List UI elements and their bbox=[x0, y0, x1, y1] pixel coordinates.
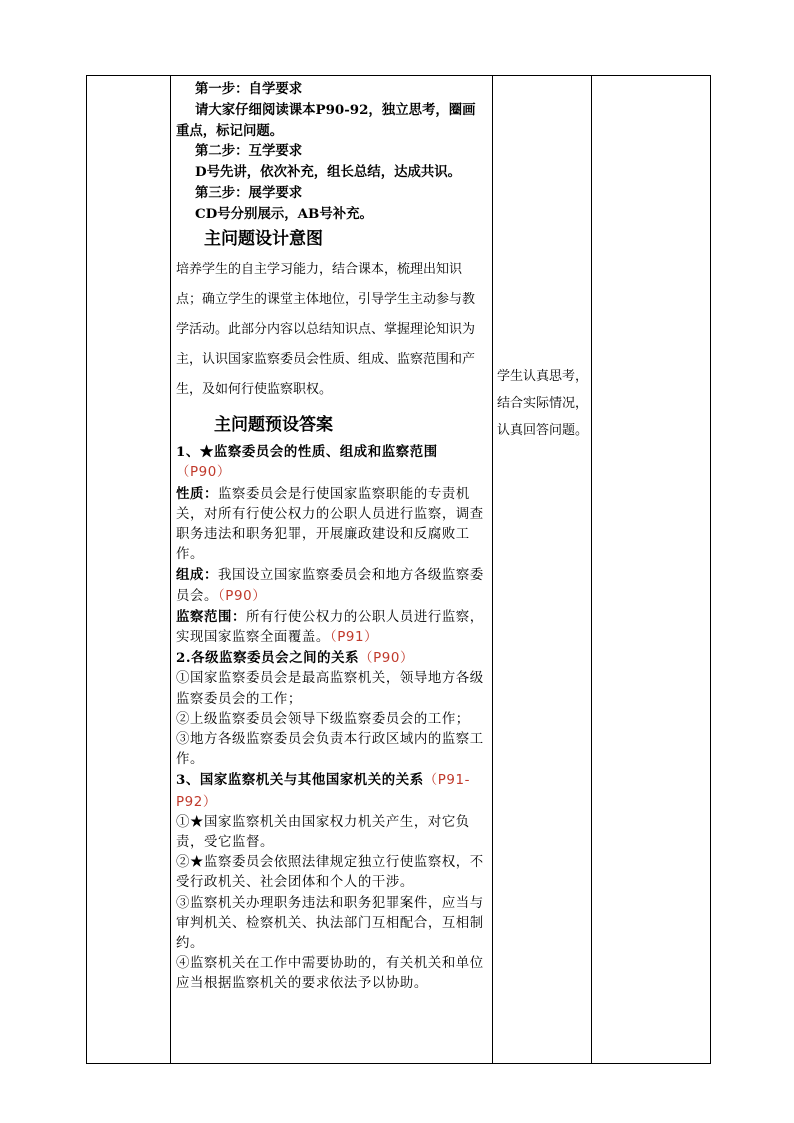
q2-heading bbox=[176, 648, 486, 669]
empty-cell-left bbox=[87, 76, 171, 1064]
step3-text: CD号分别展示，AB号补充。 bbox=[195, 205, 373, 222]
q1-title: 1、★监察委员会的性质、组成和监察范围 bbox=[176, 444, 438, 461]
step3-title: 第三步：展学要求 bbox=[195, 184, 303, 201]
student-activity-cell bbox=[493, 76, 592, 1064]
q3-item-3: ③监察机关办理职务违法和职务犯罪案件，应当与审判机关、检察机关、执法部门互相配合，互相制约。 bbox=[176, 895, 484, 952]
step2-title: 第二步：互学要求 bbox=[195, 143, 303, 160]
nature-text: 监察委员会是行使国家监察职能的专责机关，对所有行使公权力的公职人员进行监察，调查职务违法和职务犯罪，开展廉政建设和反腐败工作。 bbox=[176, 486, 484, 563]
composition-text: 我国设立国家监察委员会和地方各级监察委员会。 bbox=[176, 568, 484, 604]
scope-label: 监察范围： bbox=[176, 608, 246, 625]
step2-text: D号先讲，依次补充，组长总结，达成共识。 bbox=[195, 164, 462, 181]
student-activity-line-1: 学生认真思考， bbox=[497, 369, 589, 384]
nature-label: 性质： bbox=[176, 485, 218, 502]
q3-item-1: ①★国家监察机关由国家权力机关产生，对它负责，受它监督。 bbox=[176, 814, 470, 851]
q1-page-ref: （P90） bbox=[176, 465, 231, 481]
q3-title: 3、国家监察机关与其他国家机关的关系 bbox=[176, 772, 424, 789]
composition-item bbox=[176, 565, 486, 606]
q3-page-ref: （P91-P92） bbox=[176, 773, 471, 810]
content-cell bbox=[171, 76, 493, 1064]
lesson-plan-table bbox=[86, 75, 711, 1064]
scope-page-ref: （P91） bbox=[329, 630, 379, 645]
nature-item bbox=[176, 484, 486, 566]
q3-heading bbox=[176, 770, 486, 812]
q2-title: 2.各级监察委员会之间的关系 bbox=[176, 650, 360, 667]
student-activity-line-3: 认真回答问题。 bbox=[497, 423, 589, 438]
design-intent-text: 培养学生的自主学习能力，结合课本，梳理出知识点；确立学生的课堂主体地位，引导学生主动参与教学活动。此部分内容以总结知识点、掌握理论知识为主，认识国家监察委员会性质、组成、监察范围和产生，及如何行使监察职权。 bbox=[176, 262, 476, 398]
q3-item-2: ②★监察委员会依照法律规定独立行使监察权，不受行政机关、社会团体和个人的干涉。 bbox=[176, 855, 484, 891]
composition-label: 组成： bbox=[176, 567, 218, 584]
q2-item-1: ①国家监察委员会是最高监察机关，领导地方各级监察委员会的工作； bbox=[176, 671, 484, 707]
student-activity-line-2: 结合实际情况， bbox=[497, 396, 589, 411]
step1-title: 第一步：自学要求 bbox=[195, 81, 303, 97]
scope-text: 所有行使公权力的公职人员进行监察，实现国家监察全面覆盖。 bbox=[176, 609, 484, 645]
q1-heading bbox=[176, 442, 486, 483]
design-intent-heading: 主问题设计意图 bbox=[204, 228, 323, 249]
q2-item-3: ③地方各级监察委员会负责本行政区域内的监察工作。 bbox=[176, 732, 484, 768]
answers-block bbox=[176, 442, 486, 994]
q2-page-ref: （P90） bbox=[359, 651, 414, 667]
preset-answers-heading: 主问题预设答案 bbox=[214, 415, 333, 436]
empty-cell-right bbox=[592, 76, 711, 1064]
step1-text: 请大家仔细阅读课本P90-92，独立思考，圈画重点，标记问题。 bbox=[176, 101, 476, 139]
q3-item-4: ④监察机关在工作中需要协助的，有关机关和单位应当根据监察机关的要求依法予以协助。 bbox=[176, 956, 484, 992]
scope-item bbox=[176, 607, 486, 648]
composition-page-ref: （P90） bbox=[217, 588, 267, 604]
q2-item-2: ②上级监察委员会领导下级监察委员会的工作； bbox=[176, 711, 470, 727]
table-row bbox=[87, 76, 711, 1064]
